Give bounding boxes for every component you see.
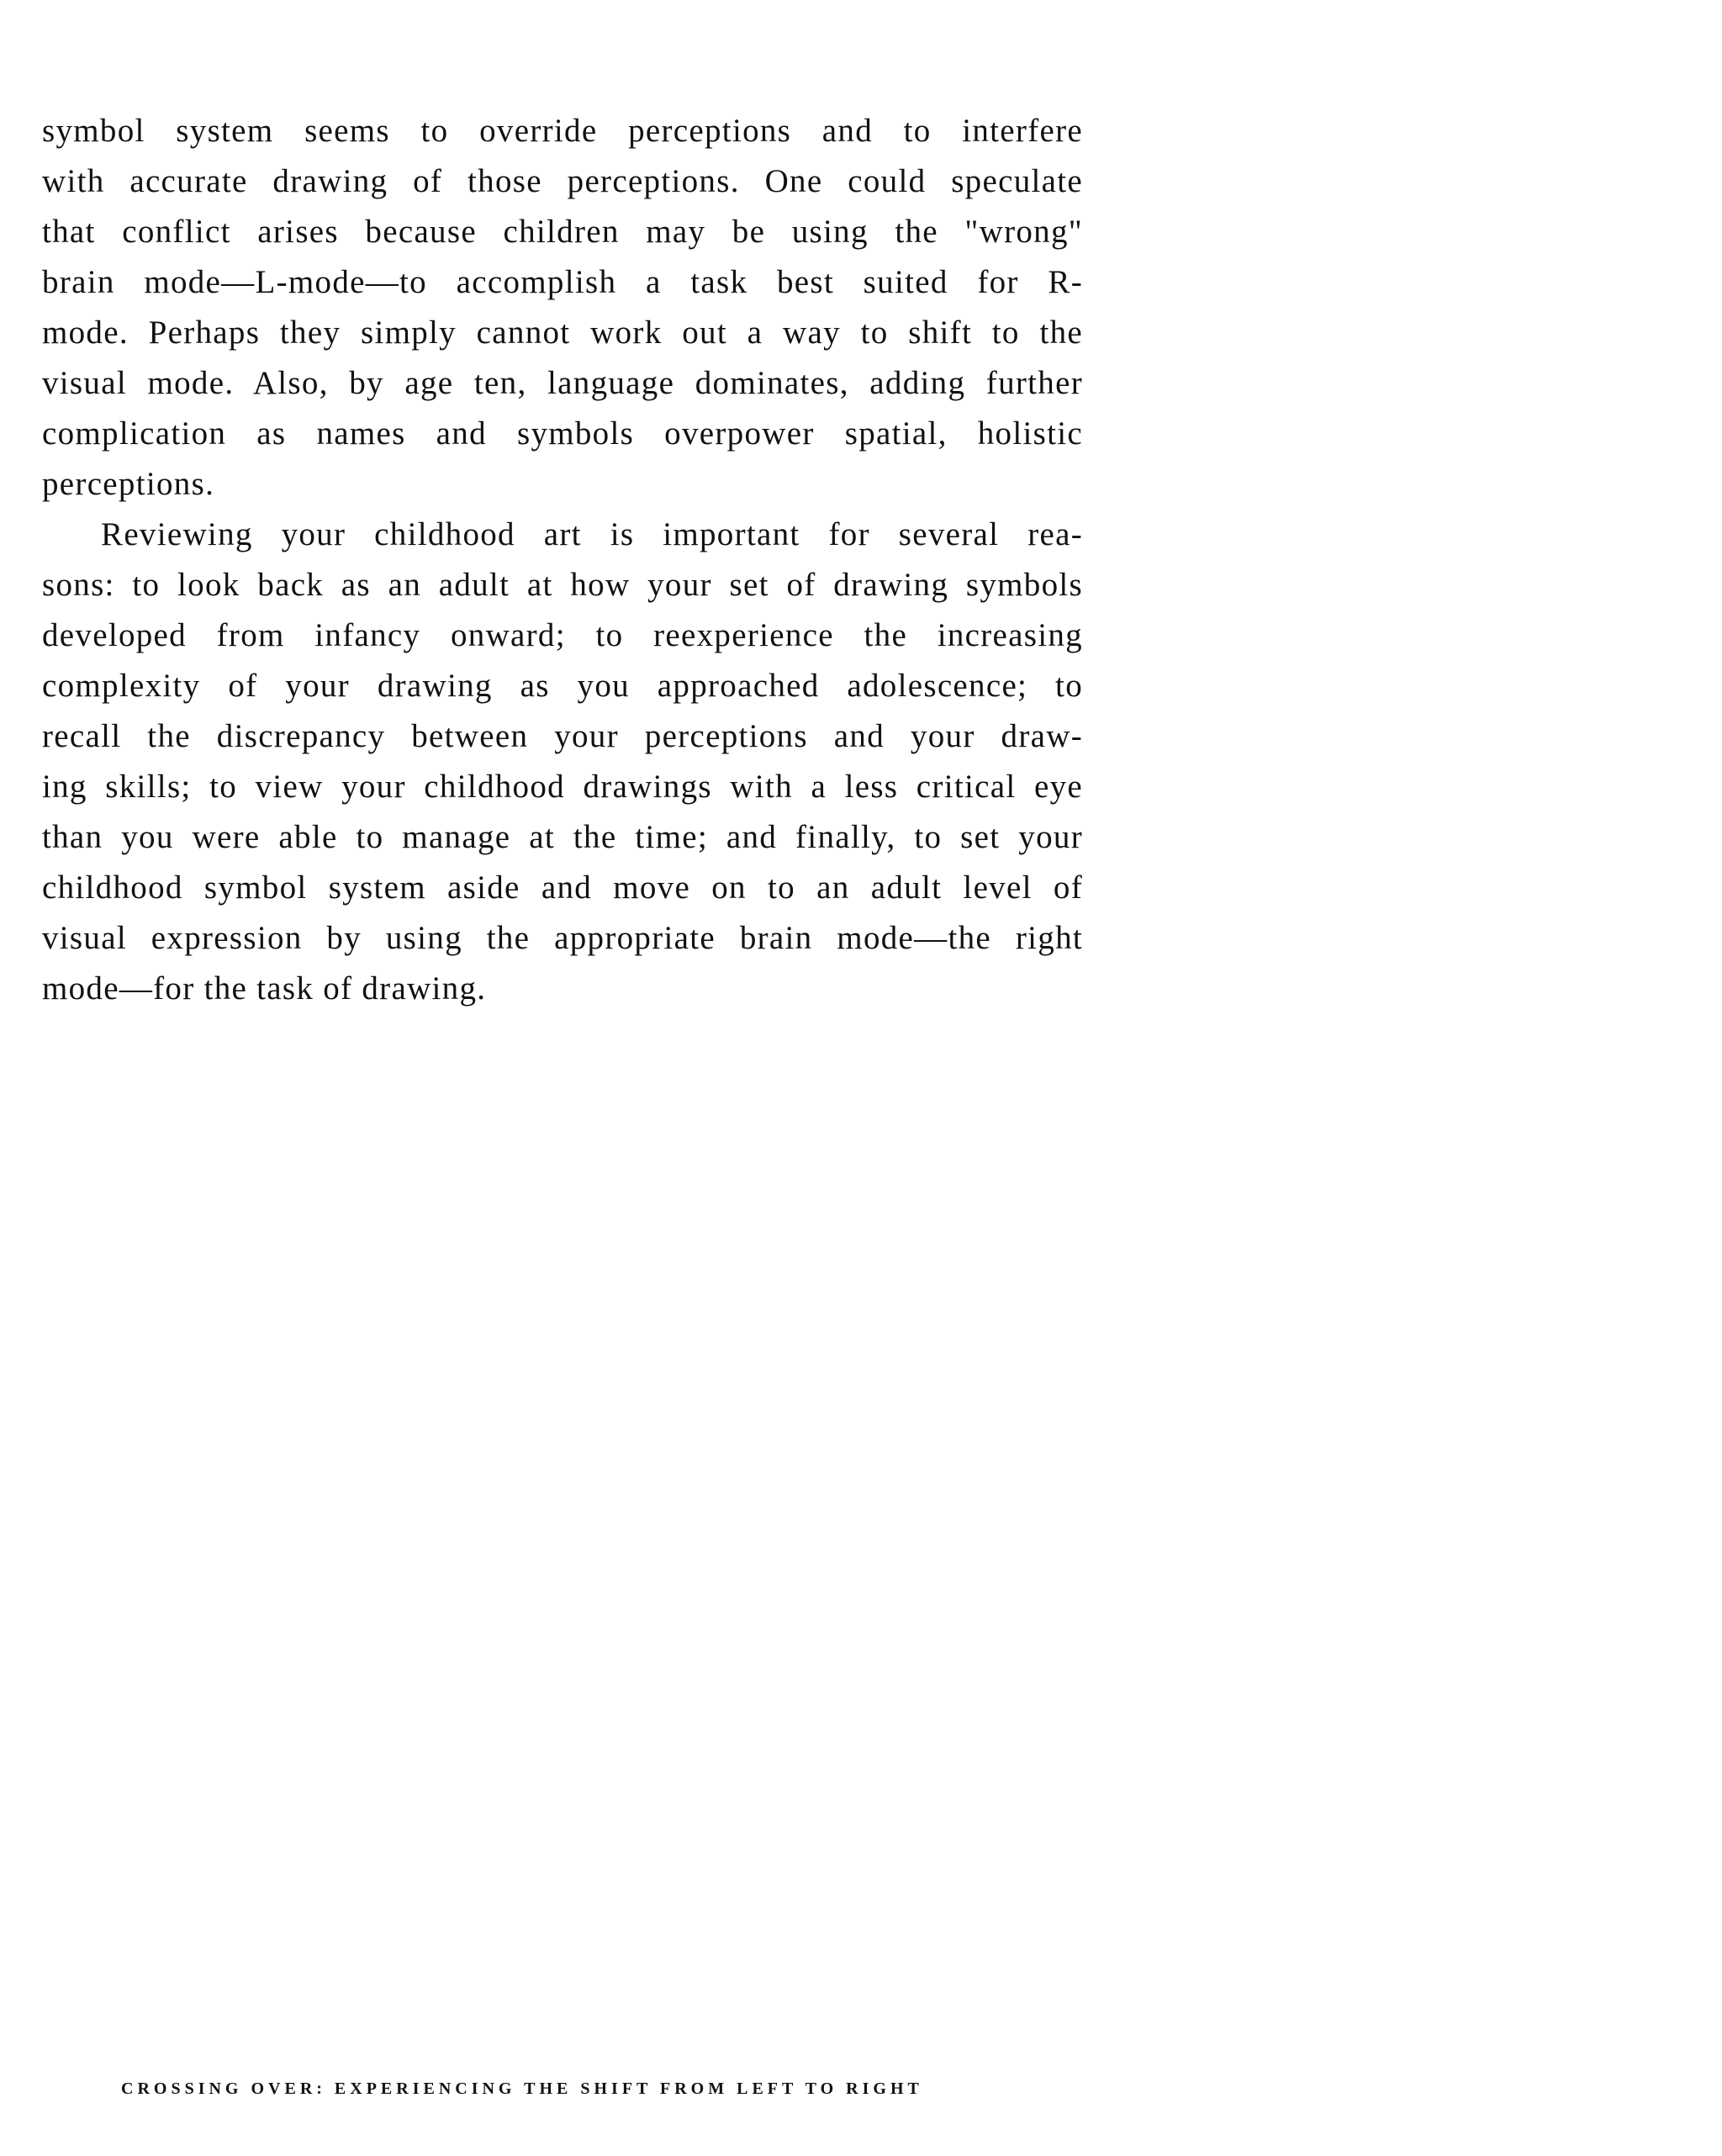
- text-line: than you were able to manage at the time; and finally, to set your: [42, 819, 1083, 855]
- text-line: complexity of your drawing as you approached adolescence; to: [42, 668, 1083, 704]
- text-line: visual mode. Also, by age ten, language dominates, adding further: [42, 365, 1083, 401]
- text-line: Reviewing your childhood art is important for several rea-: [101, 516, 1083, 552]
- text-line: developed from infancy onward; to reexperience the increasing: [42, 617, 1083, 653]
- text-line: visual expression by using the appropriate brain mode—the right: [42, 920, 1083, 956]
- text-line: symbol system seems to override perceptions and to interfere: [42, 113, 1083, 149]
- text-line: brain mode—L-mode—to accomplish a task best suited for R-: [42, 264, 1083, 300]
- text-line: complication as names and symbols overpower spatial, holistic: [42, 415, 1083, 452]
- text-line: recall the discrepancy between your perceptions and your draw-: [42, 718, 1083, 754]
- text-line: perceptions.: [42, 466, 215, 502]
- text-line: childhood symbol system aside and move on to an adult level of: [42, 869, 1083, 906]
- text-line: with accurate drawing of those perceptions. One could speculate: [42, 163, 1083, 199]
- text-line: that conflict arises because children may be using the "wrong": [42, 214, 1083, 250]
- body-text: [42, 106, 1083, 1014]
- text-line: sons: to look back as an adult at how your set of drawing symbols: [42, 567, 1083, 603]
- text-line: mode—for the task of drawing.: [42, 970, 487, 1007]
- paragraph-2: [42, 510, 1083, 1014]
- text-line: mode. Perhaps they simply cannot work out a way to shift to the: [42, 314, 1083, 351]
- running-footer: CROSSING OVER: EXPERIENCING THE SHIFT FROM LEFT TO RIGHT: [121, 2079, 923, 2098]
- text-line: ing skills; to view your childhood drawings with a less critical eye: [42, 769, 1083, 805]
- paragraph-1: [42, 106, 1083, 510]
